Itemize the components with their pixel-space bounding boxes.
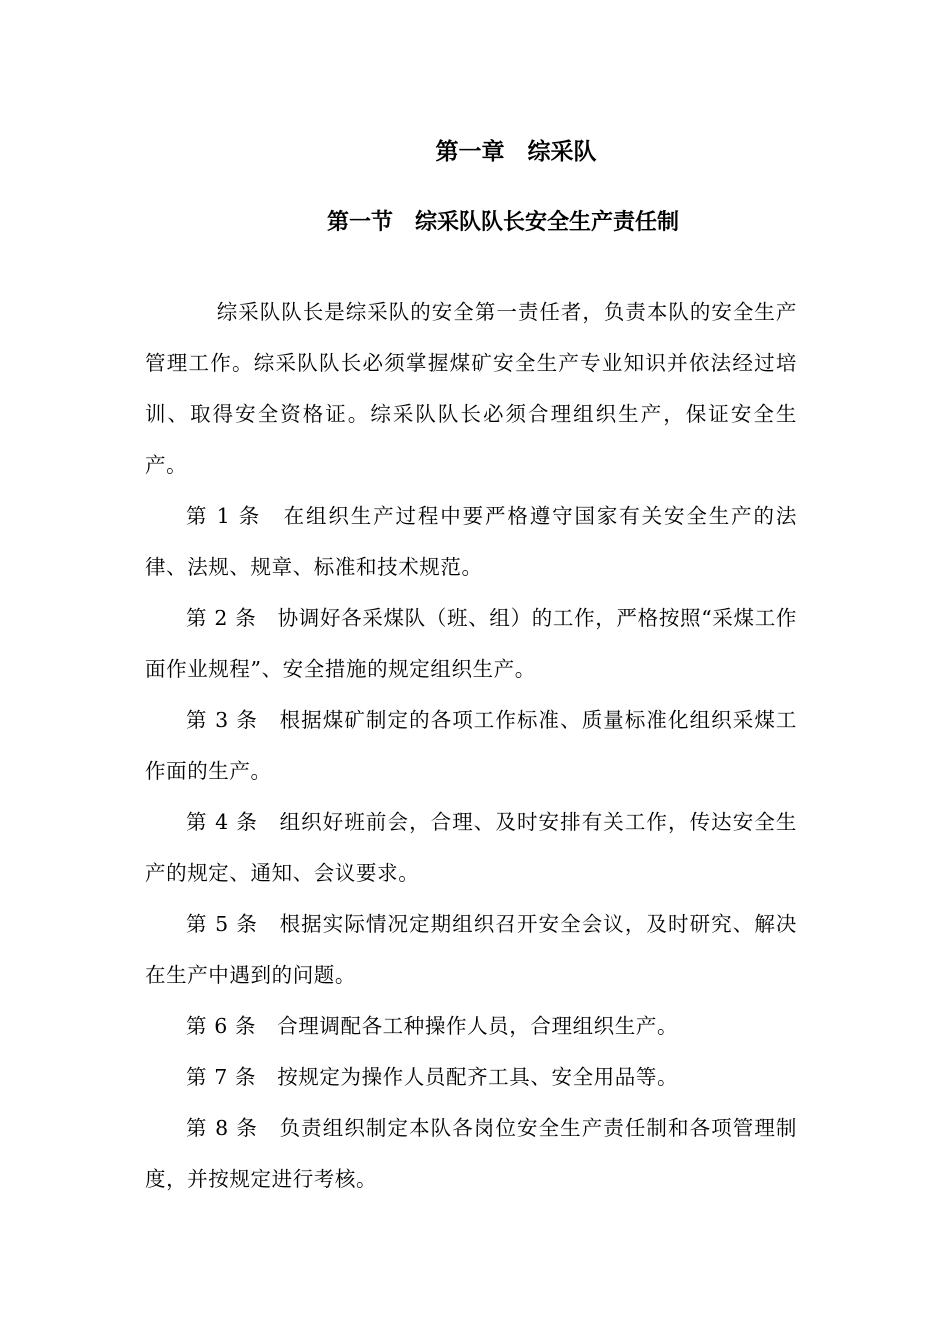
article-text: 协调好各采煤队（班、组）的工作，严格按照“采煤工作面作业规程”、安全措施的规定组织生产。 [145,606,797,681]
article-label: 第 3 条 [186,708,258,732]
section-title: 第一节 综采队队长安全生产责任制 [326,209,679,235]
article-7 [145,1052,797,1103]
article-text: 根据实际情况定期组织召开安全会议，及时研究、解决在生产中遇到的问题。 [145,912,798,987]
article-3 [145,695,797,797]
article-4 [145,797,797,899]
article-6 [145,1001,797,1052]
document-body [145,287,797,1205]
article-label: 第 2 条 [186,606,257,630]
article-label: 第 6 条 [186,1014,257,1038]
article-text: 组织好班前会，合理、及时安排有关工作，传达安全生产的规定、通知、会议要求。 [145,810,798,885]
article-2 [145,593,797,695]
article-5 [145,899,797,1001]
chapter-title: 第一章 综采队 [435,138,597,165]
article-text: 合理调配各工种操作人员，合理组织生产。 [277,1014,679,1038]
article-text: 在组织生产过程中要严格遵守国家有关安全生产的法律、法规、规章、标准和技术规范。 [145,504,797,579]
article-label: 第 8 条 [186,1116,258,1140]
intro-paragraph: 综采队队长是综采队的安全第一责任者，负责本队的安全生产管理工作。综采队队长必须掌握煤矿安全生产专业知识并依法经过培训、取得安全资格证。综采队队长必须合理组织生产，保证安全生产。 [145,300,797,477]
article-1 [145,491,797,593]
article-8 [145,1103,797,1205]
article-text: 根据煤矿制定的各项工作标准、质量标准化组织采煤工作面的生产。 [145,708,798,783]
article-text: 按规定为操作人员配齐工具、安全用品等。 [277,1065,679,1089]
article-label: 第 4 条 [186,810,258,834]
article-label: 第 7 条 [186,1065,257,1089]
article-text: 负责组织制定本队各岗位安全生产责任制和各项管理制度，并按规定进行考核。 [145,1116,798,1191]
article-label: 第 5 条 [186,912,258,936]
article-label: 第 1 条 [186,504,262,528]
